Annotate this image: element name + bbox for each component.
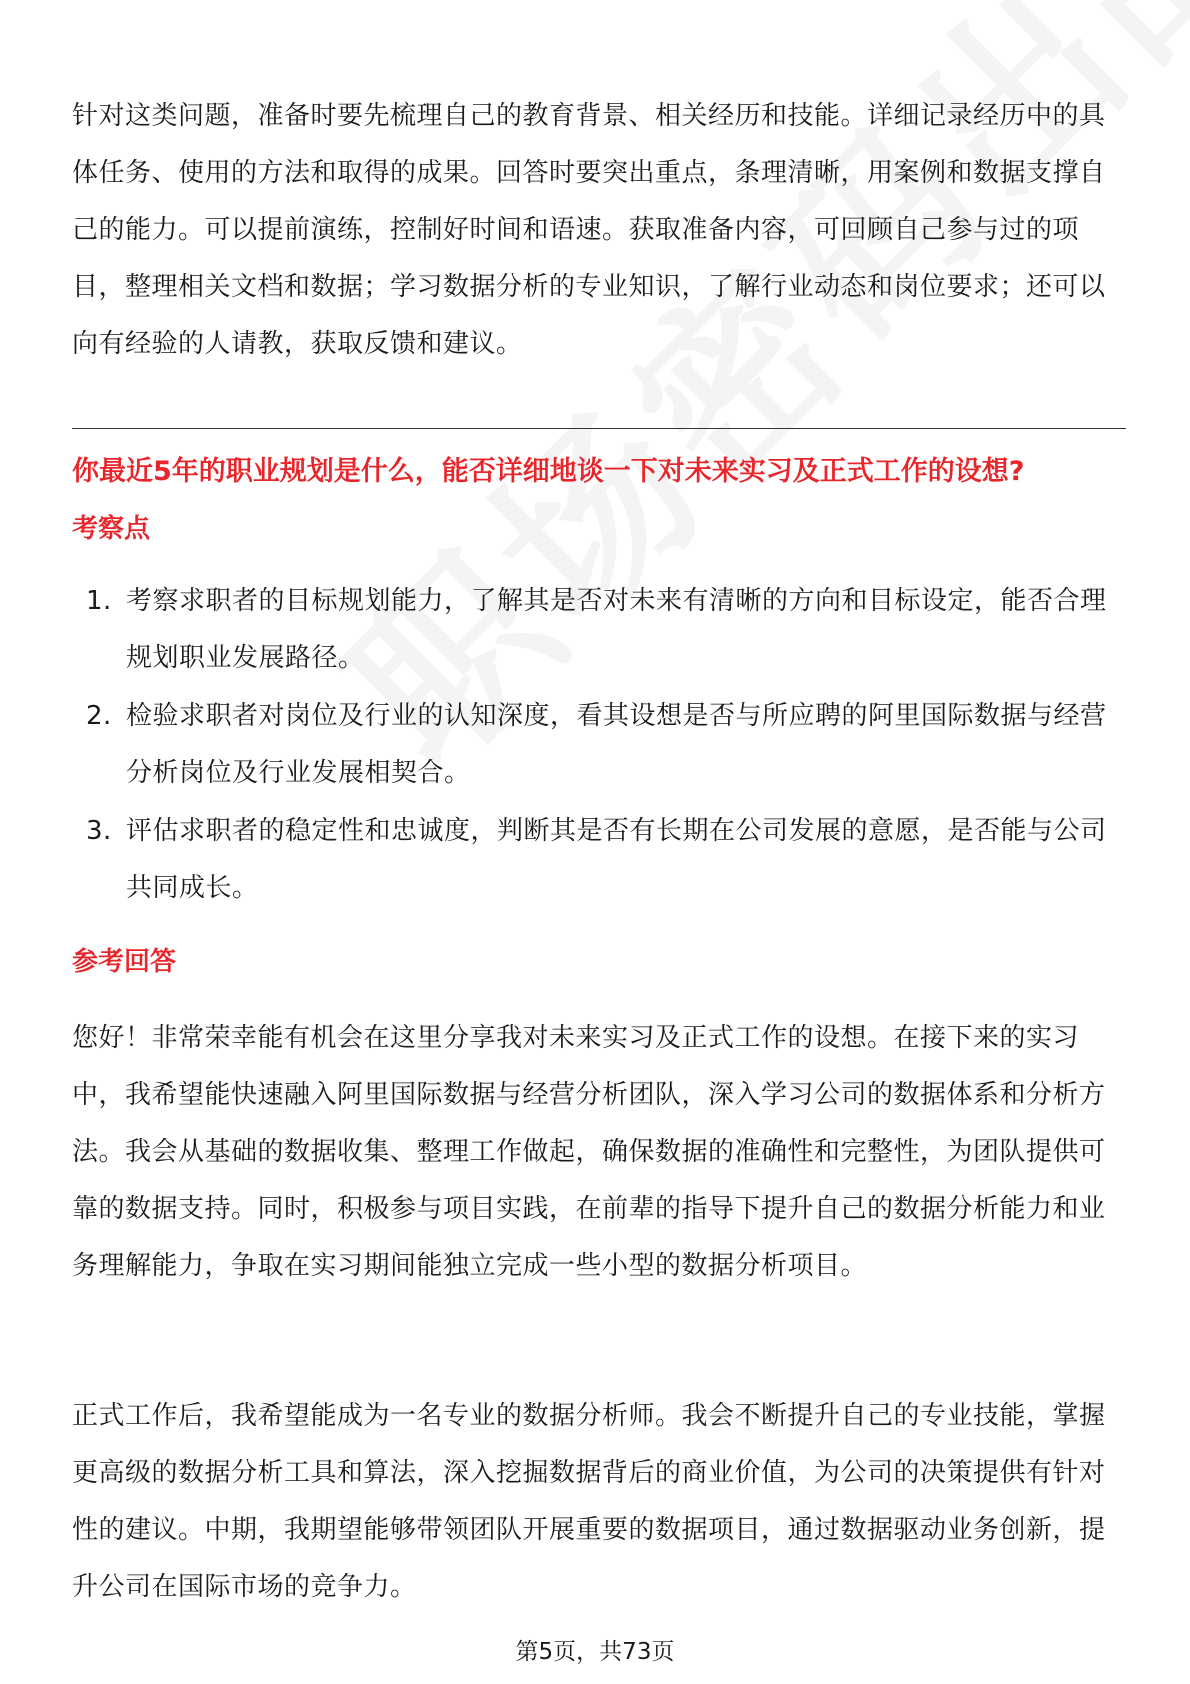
list-item-number: 1. (86, 586, 112, 616)
list-item (72, 573, 1122, 687)
list-item-text: 检验求职者对岗位及行业的认知深度，看其设想是否与所应聘的阿里国际数据与经营分析岗位及行业发展相契合。 (126, 701, 1107, 788)
section-divider (72, 428, 1126, 429)
list-item (72, 688, 1122, 802)
points-label: 考察点 (72, 514, 151, 544)
intro-paragraph: 针对这类问题，准备时要先梳理自己的教育背景、相关经历和技能。详细记录经历中的具体任务、使用的方法和取得的成果。回答时要突出重点，条理清晰，用案例和数据支撑自己的能力。可以提前演练，控制好时间和语速。获取准备内容，可回顾自己参与过的项目，整理相关文档和数据；学习数据分析的专业知识，了解行业动态和岗位要求；还可以向有经验的人请教，获取反馈和建议。 (72, 101, 1106, 359)
answer-label: 参考回答 (72, 947, 177, 977)
list-item-number: 3. (86, 816, 112, 846)
list-item (72, 803, 1122, 917)
list-item-text: 评估求职者的稳定性和忠诚度，判断其是否有长期在公司发展的意愿，是否能与公司共同成长。 (126, 816, 1107, 903)
answer-paragraph: 您好！非常荣幸能有机会在这里分享我对未来实习及正式工作的设想。在接下来的实习中，我希望能快速融入阿里国际数据与经营分析团队，深入学习公司的数据体系和分析方法。我会从基础的数据收集、整理工作做起，确保数据的准确性和完整性，为团队提供可靠的数据支持。同时，积极参与项目实践，在前辈的指导下提升自己的数据分析能力和业务理解能力，争取在实习期间能独立完成一些小型的数据分析项目。 (72, 1023, 1106, 1281)
answer-paragraph: 正式工作后，我希望能成为一名专业的数据分析师。我会不断提升自己的专业技能，掌握更高级的数据分析工具和算法，深入挖掘数据背后的商业价值，为公司的决策提供有针对性的建议。中期，我期望能够带领团队开展重要的数据项目，通过数据驱动业务创新，提升公司在国际市场的竞争力。 (72, 1401, 1106, 1602)
list-item-text: 考察求职者的目标规划能力，了解其是否对未来有清晰的方向和目标设定，能否合理规划职业发展路径。 (126, 586, 1107, 673)
page-number-footer: 第5页，共73页 (515, 1639, 675, 1665)
question-heading: 你最近5年的职业规划是什么，能否详细地谈一下对未来实习及正式工作的设想? (72, 456, 1025, 487)
points-list (72, 573, 1122, 918)
list-item-number: 2. (86, 701, 112, 731)
